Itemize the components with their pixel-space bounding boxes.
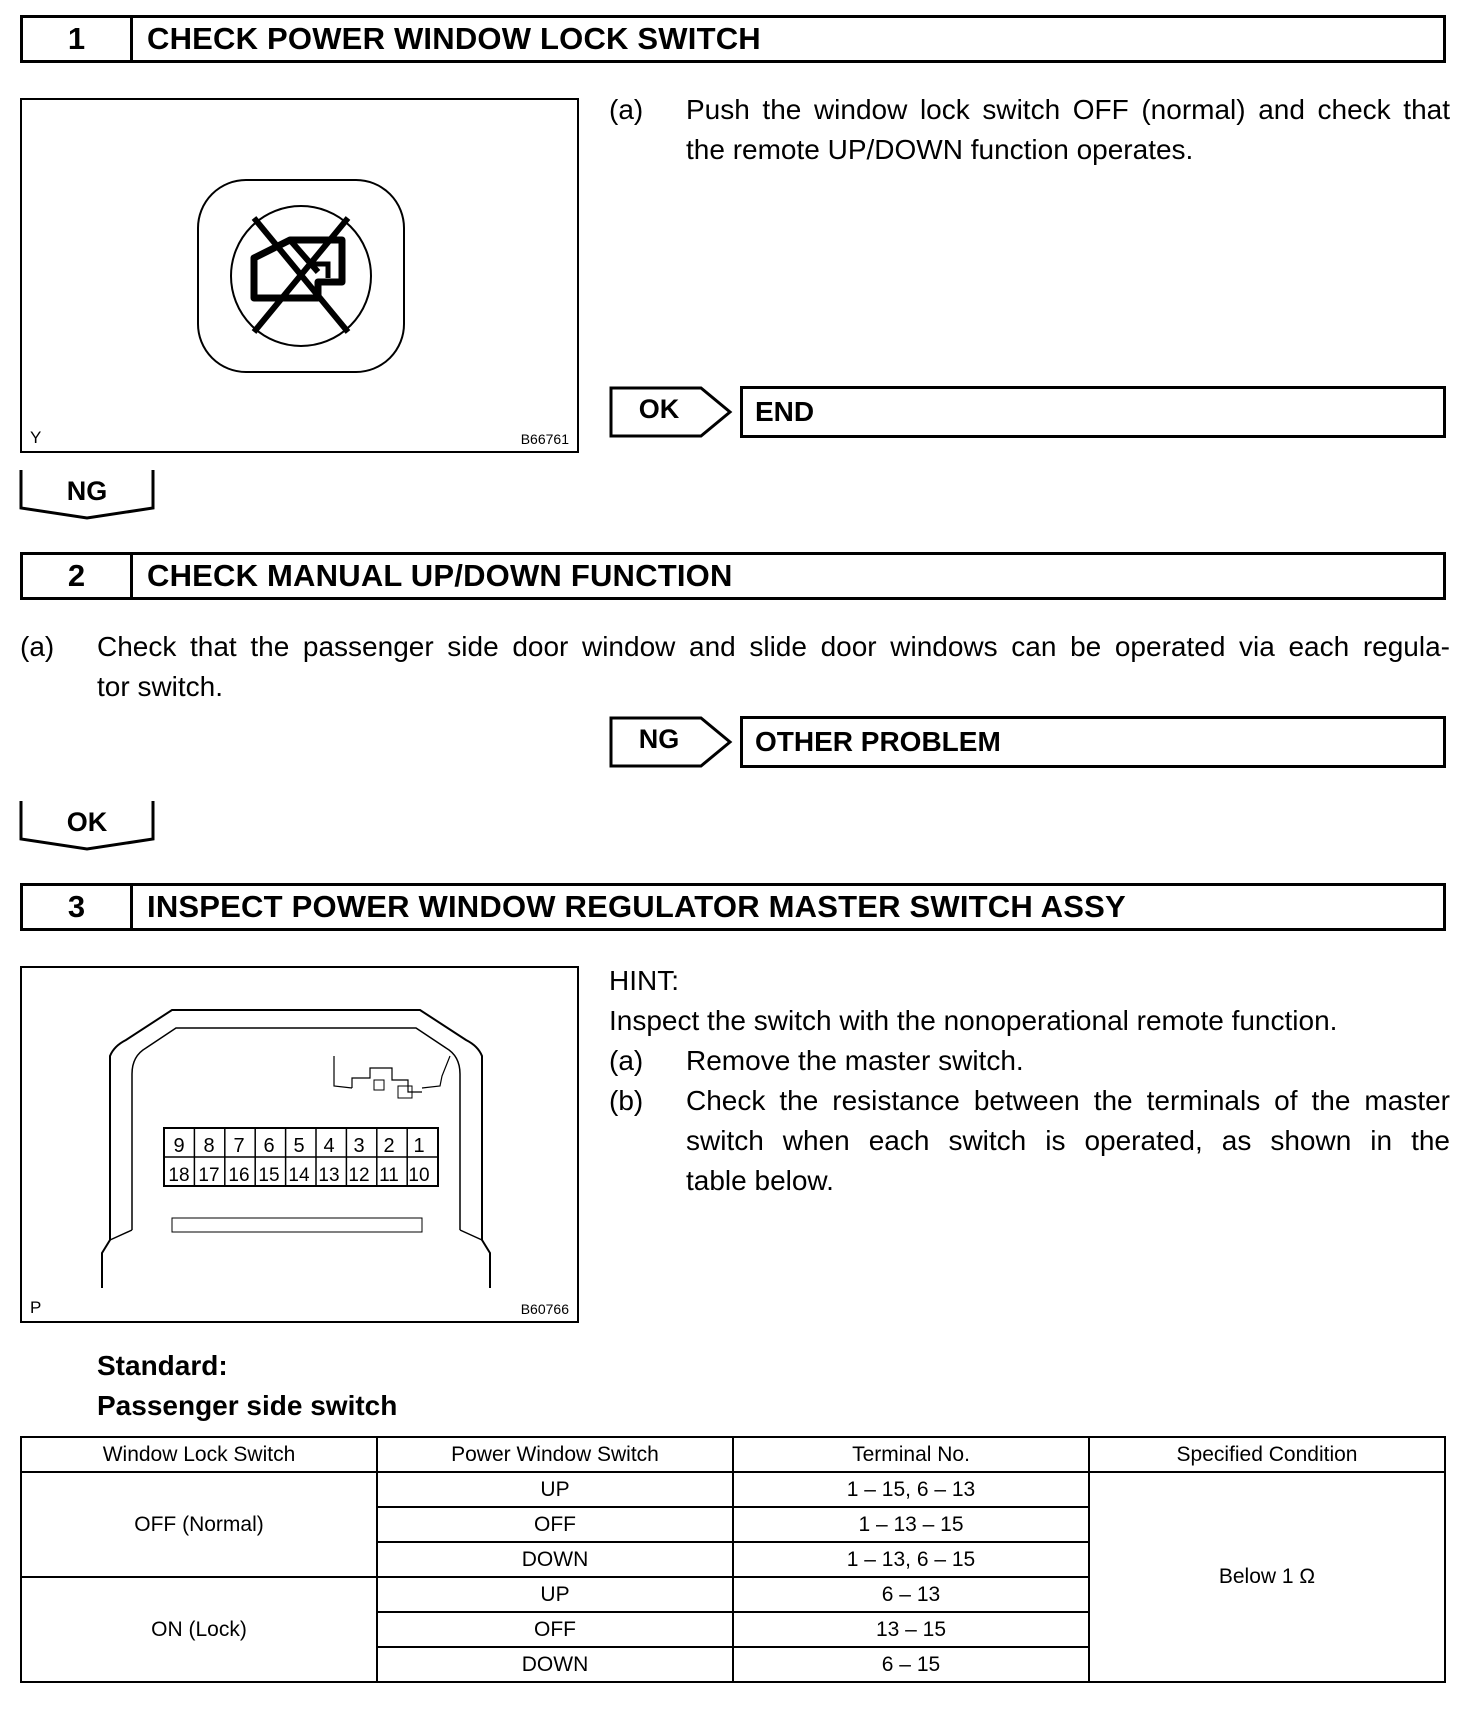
step-3-item-b-line-1: Check the resistance between the terminals of the master bbox=[686, 1085, 1450, 1116]
step-3-title: INSPECT POWER WINDOW REGULATOR MASTER SWITCH ASSY bbox=[147, 889, 1126, 924]
table-header-row bbox=[21, 1437, 1445, 1472]
step-3-number: 3 bbox=[23, 886, 133, 928]
connector-diagram bbox=[22, 968, 577, 1321]
table-row bbox=[21, 1472, 1445, 1507]
header-specified-condition: Specified Condition bbox=[1089, 1437, 1445, 1472]
pin-9: 9 bbox=[173, 1135, 185, 1157]
pin-12: 12 bbox=[348, 1165, 370, 1186]
ng-arrow-step-1 bbox=[19, 468, 155, 520]
step-2-header bbox=[20, 552, 1446, 600]
pin-2: 2 bbox=[383, 1135, 395, 1157]
switch-cell: DOWN bbox=[377, 1542, 733, 1577]
pin-8: 8 bbox=[203, 1135, 215, 1157]
result-other-problem bbox=[740, 716, 1446, 768]
result-end-label: END bbox=[755, 396, 815, 427]
standard-label: Standard: bbox=[97, 1350, 228, 1381]
step-3-item-b-marker: (b) bbox=[609, 1085, 644, 1116]
switch-cell: OFF bbox=[377, 1507, 733, 1542]
pin-14: 14 bbox=[288, 1165, 310, 1186]
step-2-item-a-line-1: Check that the passenger side door window and slide door windows can be operated via each regula- bbox=[97, 631, 1450, 662]
pin-6: 6 bbox=[263, 1135, 275, 1157]
pin-11: 11 bbox=[379, 1165, 399, 1186]
step-3-item-b-line-2: switch when each switch is operated, as shown in the bbox=[686, 1125, 1450, 1156]
table-title: Passenger side switch bbox=[97, 1390, 398, 1421]
pin-17: 17 bbox=[198, 1165, 220, 1186]
terminal-cell: 1 – 15, 6 – 13 bbox=[733, 1472, 1089, 1507]
pin-13: 13 bbox=[318, 1165, 340, 1186]
figure-code: B60766 bbox=[520, 1301, 569, 1317]
switch-cell: OFF bbox=[377, 1612, 733, 1647]
pin-1: 1 bbox=[413, 1135, 425, 1157]
step-3-item-b-line-3: table below. bbox=[686, 1165, 834, 1196]
pin-18: 18 bbox=[168, 1165, 190, 1186]
terminal-cell: 13 – 15 bbox=[733, 1612, 1089, 1647]
connector-top-row bbox=[173, 1135, 424, 1157]
connector-bottom-row bbox=[168, 1165, 429, 1186]
step-3-item-a: Remove the master switch. bbox=[686, 1045, 1024, 1076]
switch-cell: UP bbox=[377, 1472, 733, 1507]
step-1-number: 1 bbox=[23, 18, 133, 60]
pin-7: 7 bbox=[233, 1135, 245, 1157]
step-1-header bbox=[20, 15, 1446, 63]
figure-code: B66761 bbox=[520, 431, 569, 447]
pin-16: 16 bbox=[228, 1165, 250, 1186]
lock-state-cell: OFF (Normal) bbox=[21, 1472, 377, 1577]
ok-arrow-step-2 bbox=[19, 799, 155, 851]
ng-label: NG bbox=[638, 724, 680, 754]
step-2-number: 2 bbox=[23, 555, 133, 597]
ng-label: NG bbox=[66, 476, 108, 506]
step-1-title: CHECK POWER WINDOW LOCK SWITCH bbox=[147, 21, 761, 56]
ok-label: OK bbox=[66, 807, 108, 837]
step-3-header bbox=[20, 883, 1446, 931]
step-1-item-a-marker: (a) bbox=[609, 94, 644, 125]
result-end bbox=[740, 386, 1446, 438]
step-2-title: CHECK MANUAL UP/DOWN FUNCTION bbox=[147, 558, 733, 593]
pin-15: 15 bbox=[258, 1165, 280, 1186]
ok-label: OK bbox=[638, 394, 680, 424]
figure-letter: Y bbox=[30, 428, 42, 447]
resistance-spec-table bbox=[20, 1436, 1446, 1683]
terminal-cell: 1 – 13, 6 – 15 bbox=[733, 1542, 1089, 1577]
step-2-item-a-line-2: tor switch. bbox=[97, 671, 224, 702]
step-1-item-a-line-1: Push the window lock switch OFF (normal) and check that bbox=[686, 94, 1450, 125]
switch-cell: UP bbox=[377, 1577, 733, 1612]
pin-5: 5 bbox=[293, 1135, 305, 1157]
switch-cell: DOWN bbox=[377, 1647, 733, 1682]
header-window-lock-switch: Window Lock Switch bbox=[21, 1437, 377, 1472]
figure-window-lock-switch bbox=[20, 98, 579, 453]
lock-state-cell: ON (Lock) bbox=[21, 1577, 377, 1682]
step-1-item-a-line-2: the remote UP/DOWN function operates. bbox=[686, 134, 1194, 165]
terminal-cell: 6 – 13 bbox=[733, 1577, 1089, 1612]
figure-master-switch-connector bbox=[20, 966, 579, 1323]
pin-3: 3 bbox=[353, 1135, 365, 1157]
figure-letter: P bbox=[30, 1298, 42, 1317]
terminal-cell: 6 – 15 bbox=[733, 1647, 1089, 1682]
ok-arrow-step-1 bbox=[609, 386, 733, 438]
step-2-item-a-marker: (a) bbox=[20, 631, 55, 662]
terminal-cell: 1 – 13 – 15 bbox=[733, 1507, 1089, 1542]
pin-10: 10 bbox=[408, 1165, 430, 1186]
result-other-problem-label: OTHER PROBLEM bbox=[755, 726, 1001, 757]
header-power-window-switch: Power Window Switch bbox=[377, 1437, 733, 1472]
header-terminal-no: Terminal No. bbox=[733, 1437, 1089, 1472]
step-3-item-a-marker: (a) bbox=[609, 1045, 644, 1076]
hint-text: Inspect the switch with the nonoperational remote function. bbox=[609, 1005, 1338, 1036]
window-lock-icon bbox=[22, 100, 577, 451]
hint-label: HINT: bbox=[609, 965, 679, 996]
ng-arrow-step-2 bbox=[609, 716, 733, 768]
pin-4: 4 bbox=[323, 1135, 335, 1157]
condition-cell: Below 1 Ω bbox=[1089, 1472, 1445, 1682]
